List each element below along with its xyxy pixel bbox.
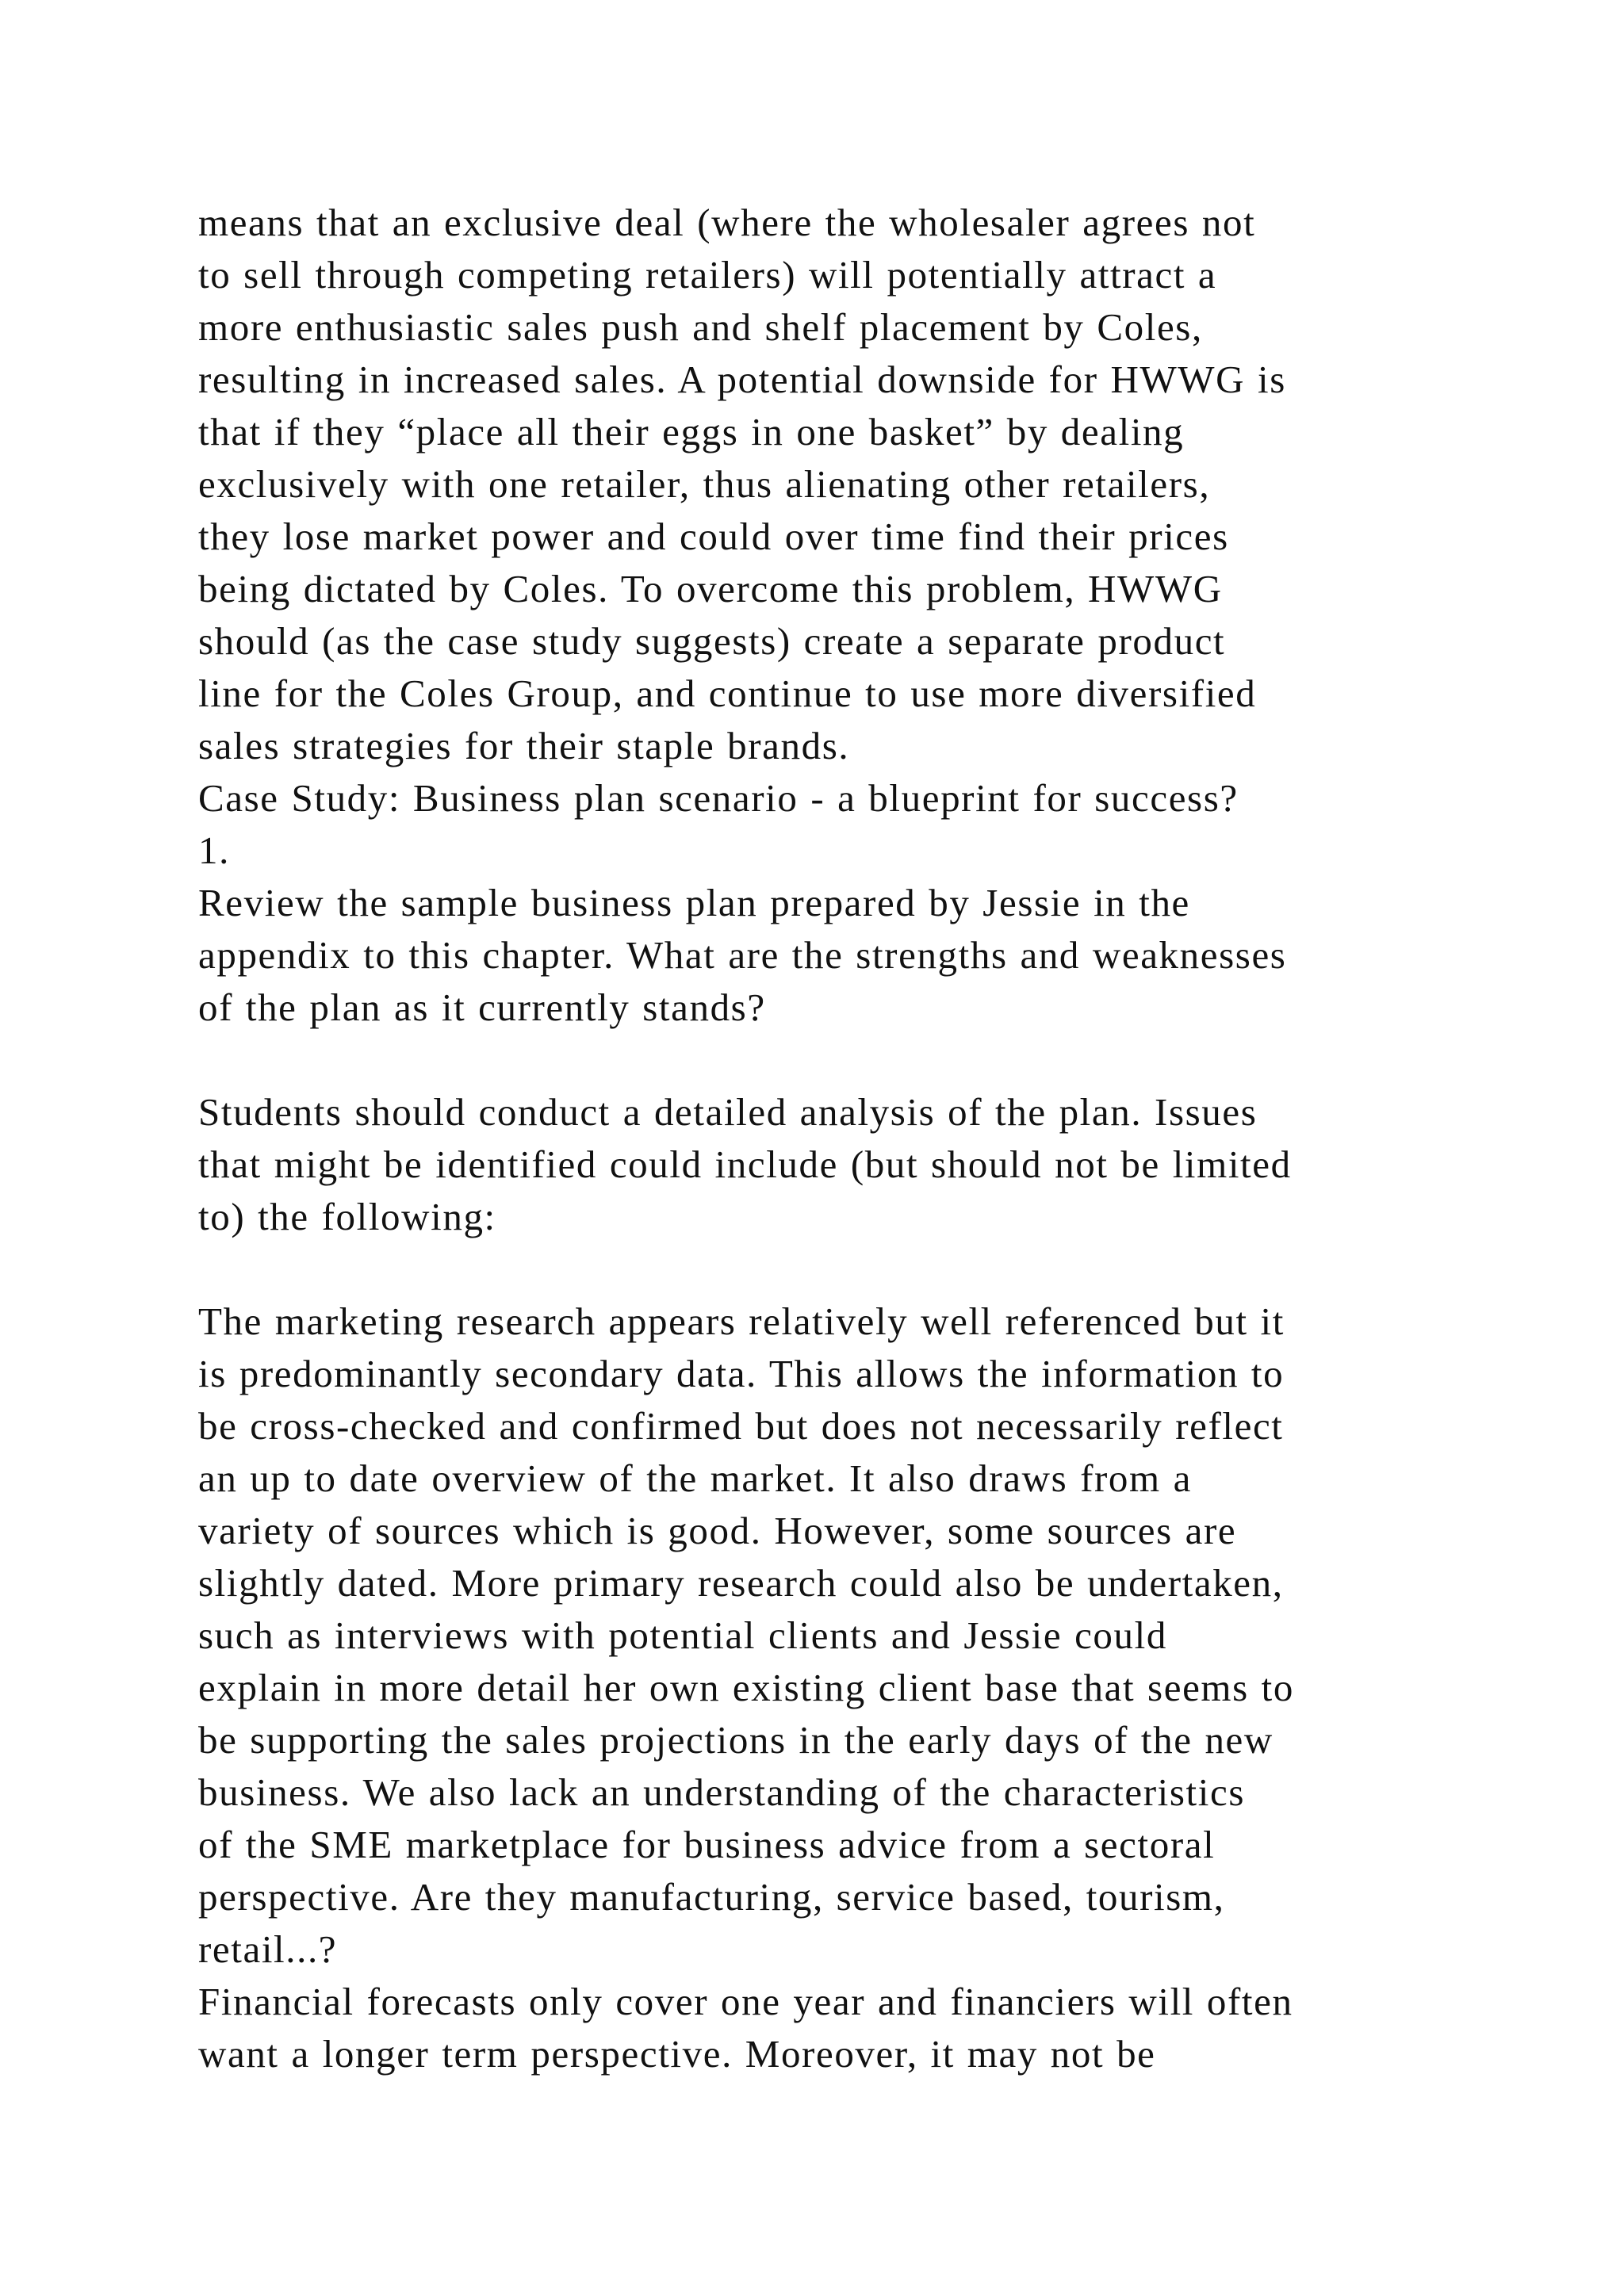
text-line: that if they “place all their eggs in one basket” by dealing: [198, 410, 1185, 453]
blank-line: [198, 1243, 1499, 1295]
text-line: is predominantly secondary data. This allows the information to: [198, 1352, 1285, 1395]
text-line: perspective. Are they manufacturing, service based, tourism,: [198, 1875, 1225, 1919]
text-line: sales strategies for their staple brands.: [198, 724, 850, 767]
text-line: being dictated by Coles. To overcome this problem, HWWG: [198, 567, 1223, 610]
text-line: be supporting the sales projections in the early days of the new: [198, 1718, 1274, 1762]
text-line: retail...?: [198, 1927, 338, 1971]
text-line: more enthusiastic sales push and shelf placement by Coles,: [198, 305, 1203, 349]
text-line: explain in more detail her own existing client base that seems to: [198, 1666, 1294, 1709]
text-line: such as interviews with potential clients and Jessie could: [198, 1613, 1167, 1657]
question-text: Review the sample business plan prepared by Jessie in the: [198, 881, 1190, 924]
text-line: exclusively with one retailer, thus alienating other retailers,: [198, 462, 1211, 506]
text-line: an up to date overview of the market. It also draws from a: [198, 1456, 1192, 1500]
text-line: that might be identified could include (but should not be limited: [198, 1142, 1292, 1186]
text-line: to sell through competing retailers) will potentially attract a: [198, 253, 1217, 297]
text-line: means that an exclusive deal (where the wholesaler agrees not: [198, 201, 1256, 244]
text-line: resulting in increased sales. A potential downside for HWWG is: [198, 358, 1286, 401]
text-line: they lose market power and could over time find their prices: [198, 515, 1229, 558]
text-line: of the SME marketplace for business advice from a sectoral: [198, 1823, 1216, 1866]
text-line: want a longer term perspective. Moreover, it may not be: [198, 2032, 1156, 2076]
document-body: [198, 197, 1499, 2080]
text-line: be cross-checked and confirmed but does not necessarily reflect: [198, 1404, 1284, 1448]
blank-line: [198, 1034, 1499, 1086]
text-line: line for the Coles Group, and continue to use more diversified: [198, 672, 1257, 715]
text-line: variety of sources which is good. However, some sources are: [198, 1509, 1237, 1552]
text-line: business. We also lack an understanding of the characteristics: [198, 1770, 1246, 1814]
text-line: Students should conduct a detailed analysis of the plan. Issues: [198, 1090, 1258, 1134]
text-line: Financial forecasts only cover one year and financiers will often: [198, 1980, 1293, 2023]
text-line: should (as the case study suggests) create a separate product: [198, 619, 1226, 663]
question-text: of the plan as it currently stands?: [198, 985, 766, 1029]
case-study-heading: Case Study: Business plan scenario - a blueprint for success?: [198, 776, 1239, 820]
text-line: to) the following:: [198, 1195, 496, 1238]
text-line: The marketing research appears relatively well referenced but it: [198, 1299, 1285, 1343]
question-text: appendix to this chapter. What are the strengths and weaknesses: [198, 933, 1287, 977]
question-number: 1.: [198, 828, 230, 872]
text-line: slightly dated. More primary research could also be undertaken,: [198, 1561, 1284, 1605]
